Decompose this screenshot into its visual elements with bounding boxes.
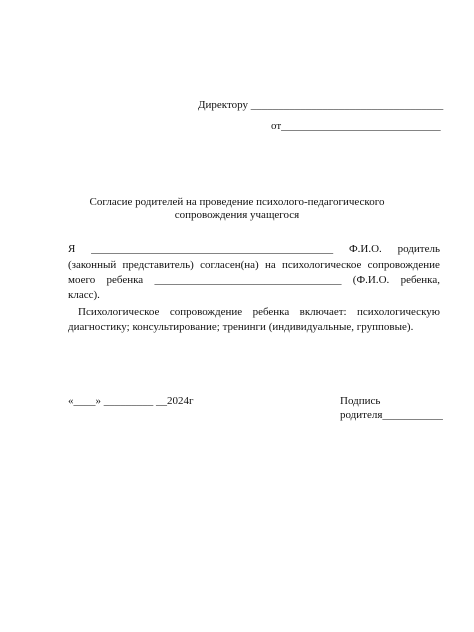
fio-label: Ф.И.О. <box>348 243 382 255</box>
director-line: Директору ___________________________________ <box>198 99 444 111</box>
word: согласен(на) <box>200 259 259 271</box>
child-name-blank: __________________________________ <box>154 274 342 286</box>
word: сопровождение <box>367 259 440 271</box>
pronoun-text: Я <box>68 243 76 255</box>
date-line: «____» _________ __2024г <box>68 395 194 407</box>
consent-paragraph-line-2 <box>68 259 440 272</box>
word: представитель) <box>122 259 194 271</box>
word: ребенка, <box>400 274 440 286</box>
word: сопровождение <box>169 306 243 318</box>
signature-line: родителя___________ <box>340 409 443 421</box>
consent-paragraph-line-1 <box>68 243 440 256</box>
word: (законный <box>68 259 117 271</box>
word: моего <box>68 274 96 286</box>
title-line-2: сопровождения учащегося <box>174 209 300 221</box>
signature-label: Подпись <box>340 395 381 407</box>
word: психологическое <box>281 259 362 271</box>
word: на <box>264 259 276 271</box>
word: ребенка <box>106 274 144 286</box>
word: (Ф.И.О. <box>352 274 390 286</box>
support-paragraph-line-2: диагностику; консультирование; тренинги (индивидуальные, групповые). <box>68 321 414 333</box>
consent-paragraph-line-3 <box>68 274 440 287</box>
parent-name-blank: ____________________________________________ <box>91 243 334 255</box>
word: психологическую <box>357 306 440 318</box>
from-line: от_____________________________ <box>271 120 441 132</box>
parent-label: родитель <box>397 243 440 255</box>
support-paragraph-line-1 <box>78 306 440 319</box>
word: ребенка <box>252 306 290 318</box>
word: включает: <box>299 306 347 318</box>
word: Психологическое <box>78 306 160 318</box>
title-line-1: Согласие родителей на проведение психолого-педагогического <box>89 196 385 208</box>
consent-paragraph-line-4: класс). <box>68 289 100 301</box>
